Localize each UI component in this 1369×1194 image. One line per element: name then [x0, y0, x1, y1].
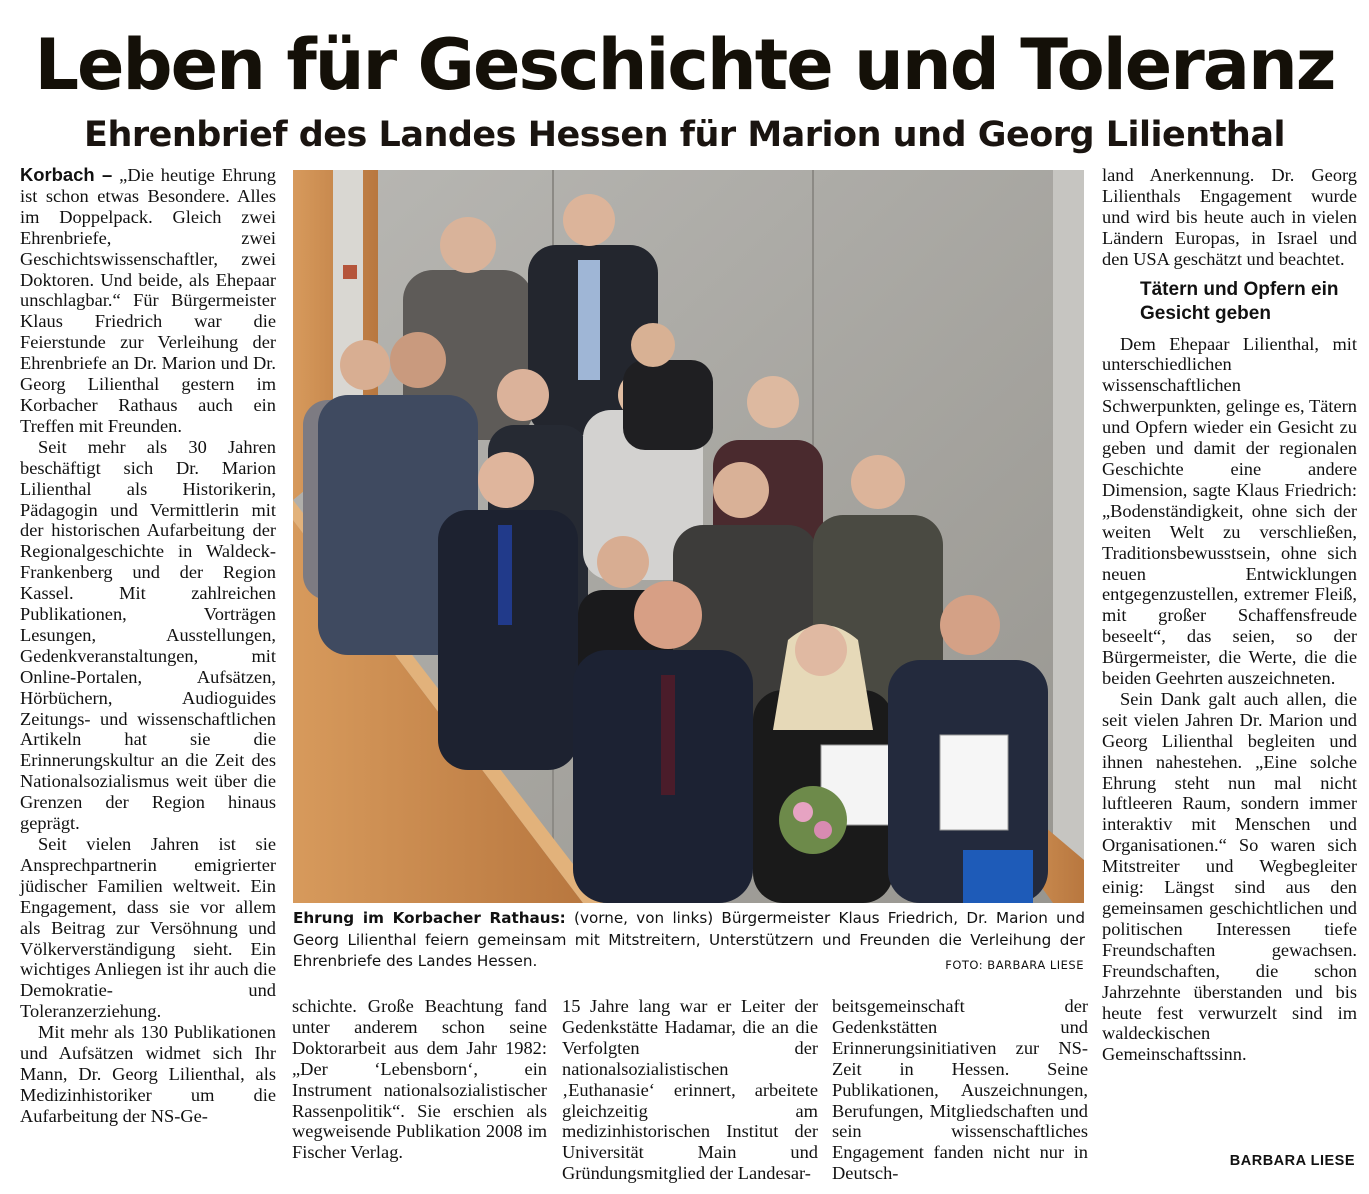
paragraph-7: beitsgemeinschaft der Gedenkstätten und Erinnerungsinitiativen zur NS-Zeit in Hessen. Seine Publikationen, Auszeichnungen, Berufungen, Mitgliedschaften und sein wissenschaftliches Engagement fanden nicht nur in Deutsch-: [832, 996, 1088, 1184]
caption-text: (vorne, von links) Bürgermeister Klaus Friedrich, Dr. Marion und Georg Lilienthal feiern gemeinsam mit Mitstreitern, Unterstützern und Freunden die Verleihung der Ehrenbriefe des Landes Hessen.: [293, 909, 1085, 970]
paragraph-1: [20, 165, 276, 437]
column-1: [20, 165, 276, 1127]
paragraph-3: Seit vielen Jahren ist sie Ansprechpartnerin emigrierter jüdischer Familien weltweit. Ein Engagement, dass sie vor allem als Beitrag zur Versöhnung und Völkerverständigung sieht. Ein wichtiges Anliegen ist ihr auch die Demokratie- und Toleranzerziehung.: [20, 834, 276, 1022]
column-4: [832, 996, 1088, 1184]
paragraph-2: Seit mehr als 30 Jahren beschäftigt sich Dr. Marion Lilienthal als Historikerin, Pädagogin und Vermittlerin mit der historischen Aufarbeitung der Regionalgeschichte in Waldeck-Frankenberg und der Region Kassel. Mit zahlreichen Publikationen, Vorträgen Lesungen, Ausstellungen, Gedenkveranstaltungen, mit Online-Portalen, Aufsätzen, Hörbüchern, Audioguides Zeitungs- und wissenschaftlichen Artikeln hat sie die Erinnerungskultur an die Zeit des Nationalsozialismus weit über die Grenzen der Region hinaus geprägt.: [20, 436, 276, 834]
paragraph-5: schichte. Große Beachtung fand unter anderem schon seine Doktorarbeit aus dem Jahr 1982: „Der ‘Lebensborn‘, ein Instrument nationalsozialistischer Rassenpolitik“. Sie erschien als wegweisende Publikation 2008 im Fischer Verlag.: [292, 996, 547, 1163]
headline: Leben für Geschichte und Toleranz: [34, 24, 1335, 106]
subheadline: Ehrenbrief des Landes Hessen für Marion und Georg Lilienthal: [84, 115, 1285, 155]
paragraph-1-text: „Die heutige Ehrung ist schon etwas Besondere. Alles im Doppelpack. Gleich zwei Ehrenbriefe, zwei Geschichtswissenschaftler, zwei Doktoren. Und beide, als Ehepaar unschlagbar.“ Für Bürgermeister Klaus Friedrich war die Feierstunde zur Verleihung der Ehrenbriefe an Dr. Marion und Dr. Georg Lilienthal gestern im Korbacher Rathaus auch ein Treffen mit Freunden.: [20, 165, 276, 436]
paragraph-6: 15 Jahre lang war er Leiter der Gedenkstätte Hadamar, die an die Verfolgten der nationalsozialistischen ‚Euthanasie‘ erinnert, arbeitete gleichzeitig am medizinhistorischen Institut der Universität Main und Gründungsmitglied der Landesar-: [562, 996, 818, 1184]
paragraph-10: Sein Dank galt auch allen, die seit vielen Jahren Dr. Marion und Georg Lilienthal begleiten und ihnen nahestehen. „Eine solche Ehrung steht nun mal nicht luftleeren Raum, sondern immer interaktiv mit Menschen und Organisationen.“ So waren sich Mitstreiter und Wegbegleiter einig: Längst sind aus den gemeinsamen geschichtlichen und politischen Interessen tiefe Freundschaften gewachsen. Freundschaften, die schon Jahrzehnte überstanden und bis heute fest verwurzelt sind im waldeckischen Gemeinschaftssinn.: [1102, 688, 1357, 1065]
group-photo-illustration: [293, 170, 1084, 903]
paragraph-8: land Anerkennung. Dr. Georg Lilienthals Engagement wurde und wird bis heute auch in vielen Ländern Europas, in Israel und den USA geschätzt und beachtet.: [1102, 165, 1357, 269]
column-2: [292, 996, 547, 1163]
byline: BARBARA LIESE: [1229, 1153, 1355, 1169]
section-subtitle: Tätern und Opfern ein Gesicht geben: [1140, 278, 1339, 324]
caption-lead: Ehrung im Korbacher Rathaus:: [293, 909, 566, 927]
photo-credit: FOTO: BARBARA LIESE: [945, 958, 1084, 972]
column-5: [1102, 165, 1357, 1065]
paragraph-4: Mit mehr als 130 Publikationen und Aufsätzen widmet sich Ihr Mann, Dr. Georg Lilienthal, als Medizinhistoriker um die Aufarbeitung der NS-Ge-: [20, 1022, 276, 1126]
column-3: [562, 996, 818, 1184]
group-photo: [293, 170, 1084, 903]
dateline: Korbach –: [20, 164, 113, 185]
paragraph-9: Dem Ehepaar Lilienthal, mit unterschiedlichen wissenschaftlichen Schwerpunkten, gelinge es, Tätern und Opfern wieder ein Gesicht zu geben und damit der regionalen Geschichte eine andere Dimension, sagte Klaus Friedrich: „Bodenständigkeit, ohne sich der weiten Welt zu verschließen, Traditionsbewusstsein, ohne sich neuen Entwicklungen entgegenzustellen, extremer Fleiß, mit großer Schaffensfreude beseelt“, das seien, so der Bürgermeister, die Werte, die die beiden Geehrten auszeichneten.: [1102, 333, 1357, 689]
